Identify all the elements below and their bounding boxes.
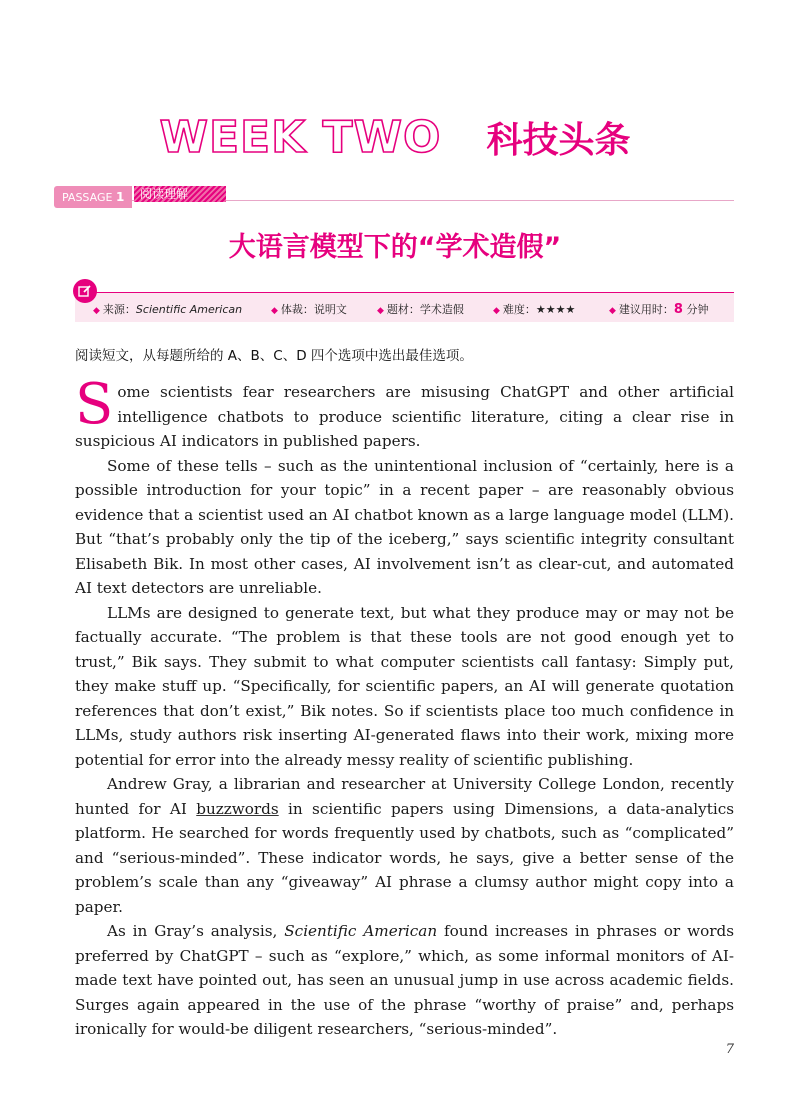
paragraph-text: ome scientists fear researchers are misusing ChatGPT and other artificial intelligence chatbots to produce scientific literature, citing a clear rise in suspicious AI indicators in published papers.	[75, 383, 734, 450]
article-title: 大语言模型下的“学术造假”	[228, 232, 562, 263]
paragraph-text: found increases in phrases or words preferred by ChatGPT – such as “explore,” which, as some informal monitors of AI-made text have pointed out, has seen an unusual jump in use across academic fields. Surges again appeared in the use of the phrase “worthy of praise” and, perhaps ironically for would-be diligent researchers, “serious-minded”.	[75, 922, 734, 1038]
passage-tag	[54, 186, 132, 208]
bullet-icon: ◆	[93, 306, 100, 316]
bullet-icon: ◆	[377, 306, 384, 316]
instructions: 阅读短文，从每题所给的 A、B、C、D 四个选项中选出最佳选项。	[75, 348, 473, 364]
paragraph	[75, 772, 734, 919]
article-body	[75, 372, 734, 1042]
info-source	[93, 301, 242, 317]
paragraph	[75, 919, 734, 1042]
paragraph-text: Andrew Gray, a librarian and researcher at University College London, recently hunted for AI	[75, 775, 734, 818]
paragraph: LLMs are designed to generate text, but what they produce may or may not be factually accurate. “The problem is that these tools are not good enough yet to trust,” Bik says. They submit to what computer scientists call fantasy: Simply put, they make stuff up. “Specifically, for scientific papers, an AI will generate quotation references that don’t exist,” Bik notes. So if scientists place too much confidence in LLMs, study authors risk inserting AI-generated flaws into their work, mixing more potential for error into the already messy reality of scientific publishing.	[75, 603, 734, 769]
source-value: Scientific American	[135, 303, 243, 316]
paragraph: Some of these tells – such as the unintentional inclusion of “certainly, here is a possible introduction for your topic” in a recent paper – are reasonably obvious evidence that a scientist used an AI chatbot known as a large language model (LLM). But “that’s probably only the tip of the iceberg,” says scientific integrity consultant Elisabeth Bik. In most other cases, AI involvement isn’t as clear-cut, and automated AI text detectors are unreliable.	[75, 456, 734, 597]
passage-label: PASSAGE	[62, 191, 113, 204]
time-unit: 分钟	[682, 303, 709, 316]
italic-publication: Scientific American	[284, 922, 438, 940]
bullet-icon: ◆	[271, 306, 278, 316]
genre-label: 体裁：	[280, 303, 314, 316]
passage-number: 1	[115, 190, 125, 204]
pen-icon	[73, 279, 97, 303]
difficulty-label: 难度：	[502, 303, 536, 316]
theme-title: 科技头条	[486, 120, 631, 161]
info-topic	[377, 301, 464, 317]
page-number: 7	[725, 1042, 734, 1057]
source-label: 来源：	[102, 303, 136, 316]
passage-bar	[54, 186, 734, 208]
paragraph-text: in scientific papers using Dimensions, a data-analytics platform. He searched for words frequently used by chatbots, such as “complicated” and “serious-minded”. These indicator words, he says, give a better sense of the problem’s scale than any “giveaway” AI phrase a clumsy author might copy into a paper.	[75, 799, 734, 916]
reading-comprehension-tag: 阅读理解	[134, 186, 226, 202]
week-title: WEEK TWO	[159, 112, 442, 163]
bullet-icon: ◆	[493, 306, 500, 316]
info-difficulty	[493, 301, 575, 317]
underlined-word: buzzwords	[196, 799, 279, 818]
paragraph	[75, 372, 734, 454]
info-genre	[271, 301, 347, 317]
time-value: 8	[673, 302, 683, 317]
paragraph-text: As in Gray’s analysis,	[107, 922, 285, 940]
info-time	[609, 301, 708, 317]
topic-value: 学术造假	[419, 303, 464, 316]
bullet-icon: ◆	[609, 306, 616, 316]
genre-value: 说明文	[313, 303, 347, 316]
chapter-header	[0, 112, 790, 163]
difficulty-stars: ★★★★	[535, 303, 576, 316]
topic-label: 题材：	[386, 303, 420, 316]
time-label: 建议用时：	[618, 303, 674, 316]
drop-cap: S	[75, 372, 114, 437]
info-box	[75, 292, 734, 322]
